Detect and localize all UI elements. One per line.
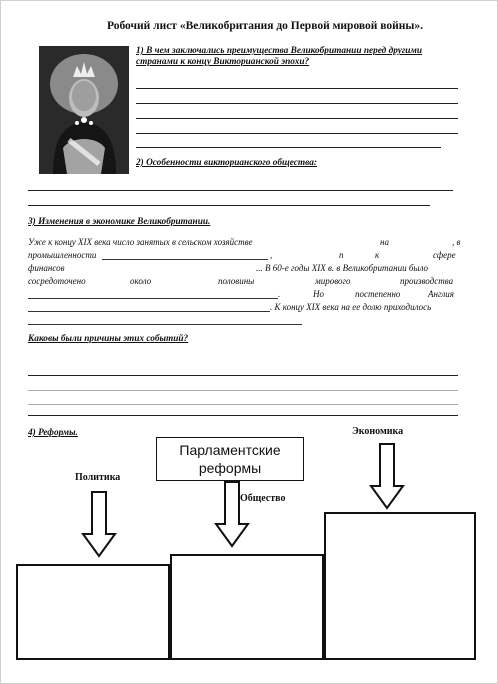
economy-text: сфере (433, 250, 456, 260)
answer-line[interactable] (28, 415, 458, 416)
question-3-heading: 3) Изменения в экономике Великобритании. (28, 217, 211, 227)
economy-text: производства (400, 276, 454, 286)
parliamentary-reforms-box (156, 437, 304, 481)
economy-text: , (270, 250, 273, 260)
fill-blank-line[interactable] (28, 324, 302, 325)
economy-text: постепенно (355, 289, 401, 299)
answer-line[interactable] (28, 205, 430, 206)
politics-label: Политика (75, 472, 121, 483)
center-box-line1: Парламентские (179, 442, 281, 458)
economy-text: ... В 60-е годы XIX в. в Великобритании было (256, 263, 429, 273)
economy-answer-box[interactable] (324, 512, 476, 660)
queen-victoria-portrait (39, 46, 129, 174)
fill-blank-line[interactable] (28, 311, 270, 312)
society-label: Общество (240, 493, 286, 504)
economy-text: финансов (28, 263, 65, 273)
economy-text: половины (218, 276, 255, 286)
economy-text: Англия (428, 289, 454, 299)
economy-text: . (278, 289, 281, 299)
answer-line[interactable] (28, 404, 458, 405)
economy-text: сосредоточено (28, 276, 86, 286)
down-arrow-icon (215, 482, 249, 548)
question-1-line1: 1) В чем заключались преимущества Великобритании перед другими (136, 46, 423, 56)
economy-text: промышленности (28, 250, 97, 260)
fill-blank-line[interactable] (28, 298, 278, 299)
economy-text: . К концу XIX века на ее долю приходилось (270, 302, 432, 312)
question-1-line2: странами к концу Викторианской эпохи? (136, 57, 310, 67)
center-box-line2: реформы (198, 460, 262, 476)
question-2: 2) Особенности викторианского общества: (136, 158, 317, 168)
economy-text: около (130, 276, 152, 286)
answer-line[interactable] (28, 190, 453, 191)
answer-line[interactable] (136, 147, 441, 148)
economy-text: мирового (315, 276, 351, 286)
economy-text: к (375, 250, 380, 260)
fill-blank-line[interactable] (102, 259, 268, 260)
economy-text: на (380, 237, 389, 247)
economy-label: Экономика (352, 426, 404, 437)
answer-line[interactable] (136, 118, 458, 119)
down-arrow-icon (370, 444, 404, 510)
society-answer-box[interactable] (170, 554, 324, 660)
answer-line[interactable] (136, 103, 458, 104)
reforms-heading: 4) Реформы. (28, 428, 78, 438)
answer-line[interactable] (136, 133, 458, 134)
economy-text: Уже к концу XIX века число занятых в сельском хозяйстве (28, 237, 253, 247)
answer-line[interactable] (28, 375, 458, 376)
politics-answer-box[interactable] (16, 564, 170, 660)
economy-text: Но (313, 289, 324, 299)
down-arrow-icon (82, 492, 116, 558)
causes-question: Каковы были причины этих событий? (28, 334, 189, 344)
answer-line[interactable] (28, 390, 458, 391)
economy-text: п (339, 250, 344, 260)
worksheet-title: Робочий лист «Великобритания до Первой мировой войны». (106, 20, 424, 32)
economy-text: , в (452, 237, 461, 247)
answer-line[interactable] (136, 88, 458, 89)
portrait-illustration (39, 46, 129, 174)
